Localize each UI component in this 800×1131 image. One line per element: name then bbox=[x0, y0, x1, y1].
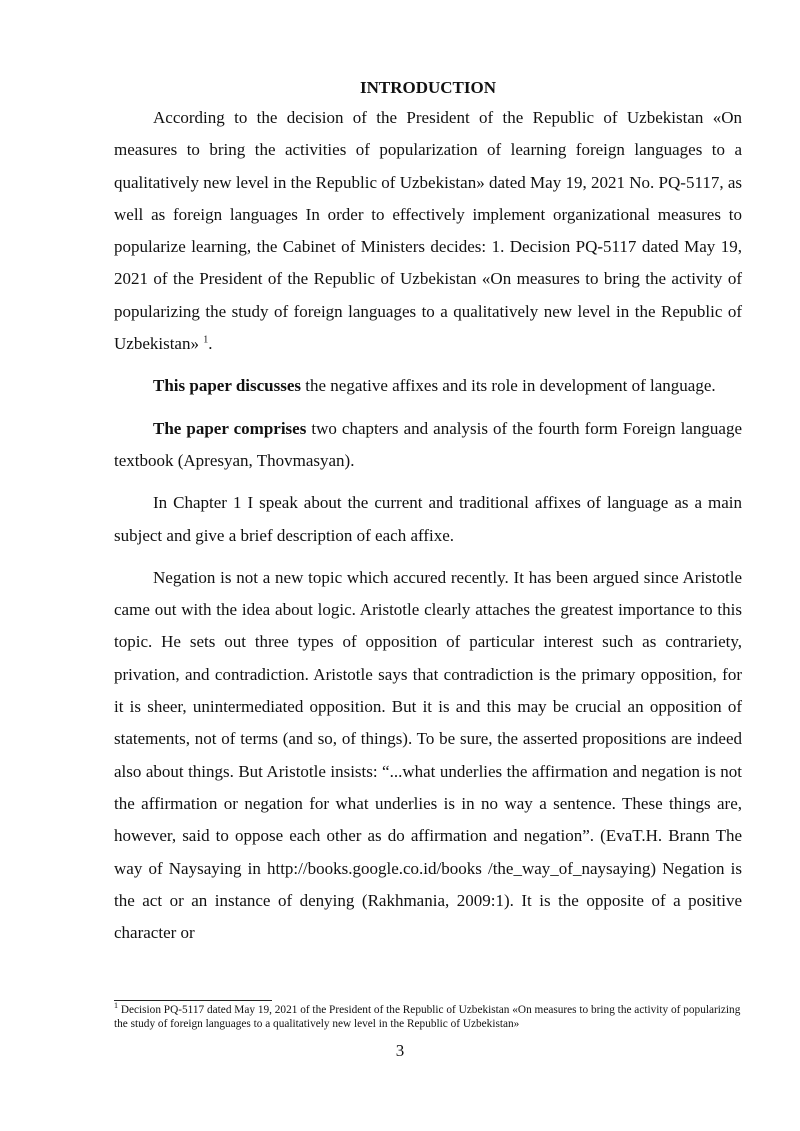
paragraph-discusses bbox=[114, 370, 742, 402]
paragraph-discusses-bold: This paper discusses bbox=[153, 376, 302, 396]
paragraph-discusses-text: the negative affixes and its role in development of language. bbox=[301, 376, 716, 396]
footnote-number: 1 bbox=[114, 1001, 118, 1011]
footnote-text: Decision PQ-5117 dated May 19, 2021 of the President of the Republic of Uzbekistan «On measures to bring the activity of popularizing the study of foreign languages to a qualitatively new level in the Republic of Uzbekistan» bbox=[114, 1004, 741, 1030]
footnote-divider bbox=[114, 1000, 272, 1001]
paragraph-chapter-1: In Chapter 1 I speak about the current and traditional affixes of language as a main subject and give a brief description of each affixe. bbox=[114, 493, 742, 545]
footnote-reference: 1 bbox=[203, 334, 209, 346]
page-number: 3 bbox=[395, 1041, 405, 1060]
footnote bbox=[114, 1001, 742, 1031]
paragraph-decision bbox=[114, 102, 742, 360]
paragraph-comprises bbox=[114, 413, 742, 478]
page-body bbox=[114, 77, 742, 949]
page-title: INTRODUCTION bbox=[359, 78, 497, 97]
paragraph-decision-end: . bbox=[208, 334, 213, 354]
paragraph-decision-text: According to the decision of the President of the Republic of Uzbekistan «On measures to bring the activities of popularization of learning foreign languages to a qualitatively new level in the Republic of Uzbekistan» dated May 19, 2021 No. PQ-5117, as well as foreign languages In order to effectively implement organizational measures to popularize learning, the Cabinet of Ministers decides: 1. Decision PQ-5117 dated May 19, 2021 of the President of the Republic of Uzbekistan «On measures to bring the activity of popularizing the study of foreign languages to a qualitatively new level in the Republic of Uzbekistan» bbox=[114, 108, 742, 354]
paragraph-negation: Negation is not a new topic which accured recently. It has been argued since Aristotle came out with the idea about logic. Aristotle clearly attaches the greatest importance to this topic. He sets out three types of opposition of particular interest such as contrariety, privation, and contradiction. Aristotle says that contradiction is the primary opposition, for it is sheer, unintermediated opposition. But it is and this may be crucial an opposition of statements, not of terms (and so, of things). To be sure, the asserted propositions are indeed also about things. But Aristotle insists: “...what underlies the affirmation and negation is not the affirmation or negation for what underlies is in no way a sentence. These things are, however, said to oppose each other as do affirmation and negation”. (EvaT.H. Brann The way of Naysaying in http://books.google.co.id/books /the_way_of_naysaying) Negation is the act or an instance of denying (Rakhmania, 2009:1). It is the opposite of a positive character or bbox=[114, 567, 742, 943]
footnote-area bbox=[114, 1000, 742, 1031]
paragraph-comprises-bold: The paper comprises bbox=[153, 418, 307, 438]
paragraph-comprises-text: two chapters and analysis of the fourth form Foreign language textbook (Apresyan, Thovmasyan). bbox=[114, 418, 742, 470]
